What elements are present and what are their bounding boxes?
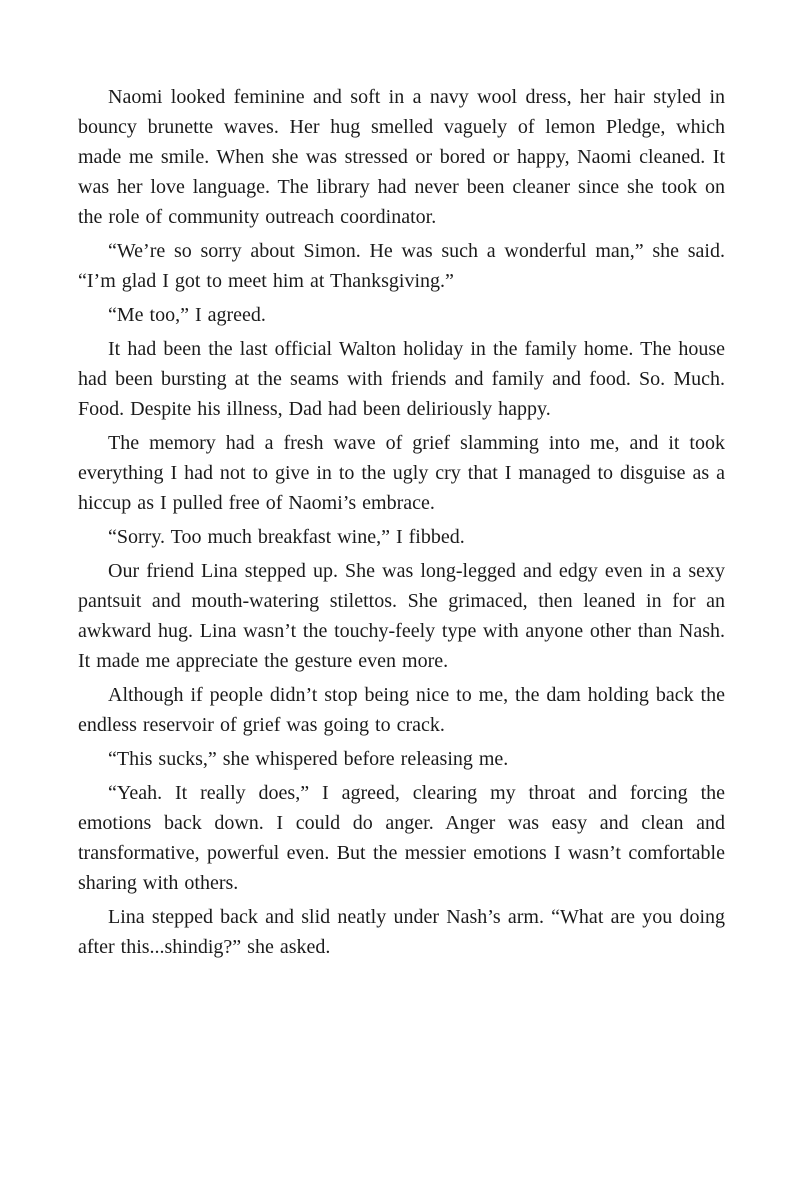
paragraph: “This sucks,” she whispered before releasing me.: [108, 748, 509, 770]
paragraph: “Sorry. Too much breakfast wine,” I fibbed.: [108, 526, 465, 548]
paragraph: Lina stepped back and slid neatly under Nash’s arm. “What are you doing after this...shindig?” she asked.: [78, 906, 725, 958]
paragraph: “Yeah. It really does,” I agreed, clearing my throat and forcing the emotions back down. I could do anger. Anger was easy and clean and transformative, powerful even. But the messier emotions I wasn’t comfortable sharing with others.: [78, 782, 725, 894]
paragraph: It had been the last official Walton holiday in the family home. The house had been bursting at the seams with friends and family and food. So. Much. Food. Despite his illness, Dad had been deliriously happy.: [78, 338, 725, 420]
paragraph: Although if people didn’t stop being nice to me, the dam holding back the endless reservoir of grief was going to crack.: [78, 684, 725, 736]
book-text-block: [78, 82, 725, 962]
paragraph: “Me too,” I agreed.: [108, 304, 266, 326]
paragraph: “We’re so sorry about Simon. He was such a wonderful man,” she said. “I’m glad I got to meet him at Thanksgiving.”: [78, 240, 725, 292]
paragraph: Naomi looked feminine and soft in a navy wool dress, her hair styled in bouncy brunette waves. Her hug smelled vaguely of lemon Pledge, which made me smile. When she was stressed or bored or happy, Naomi cleaned. It was her love language. The library had never been cleaner since she took on the role of community outreach coordinator.: [78, 86, 725, 228]
paragraph: The memory had a fresh wave of grief slamming into me, and it took everything I had not to give in to the ugly cry that I managed to disguise as a hiccup as I pulled free of Naomi’s embrace.: [78, 432, 725, 514]
paragraph: Our friend Lina stepped up. She was long-legged and edgy even in a sexy pantsuit and mouth-watering stilettos. She grimaced, then leaned in for an awkward hug. Lina wasn’t the touchy-feely type with anyone other than Nash. It made me appreciate the gesture even more.: [78, 560, 725, 672]
